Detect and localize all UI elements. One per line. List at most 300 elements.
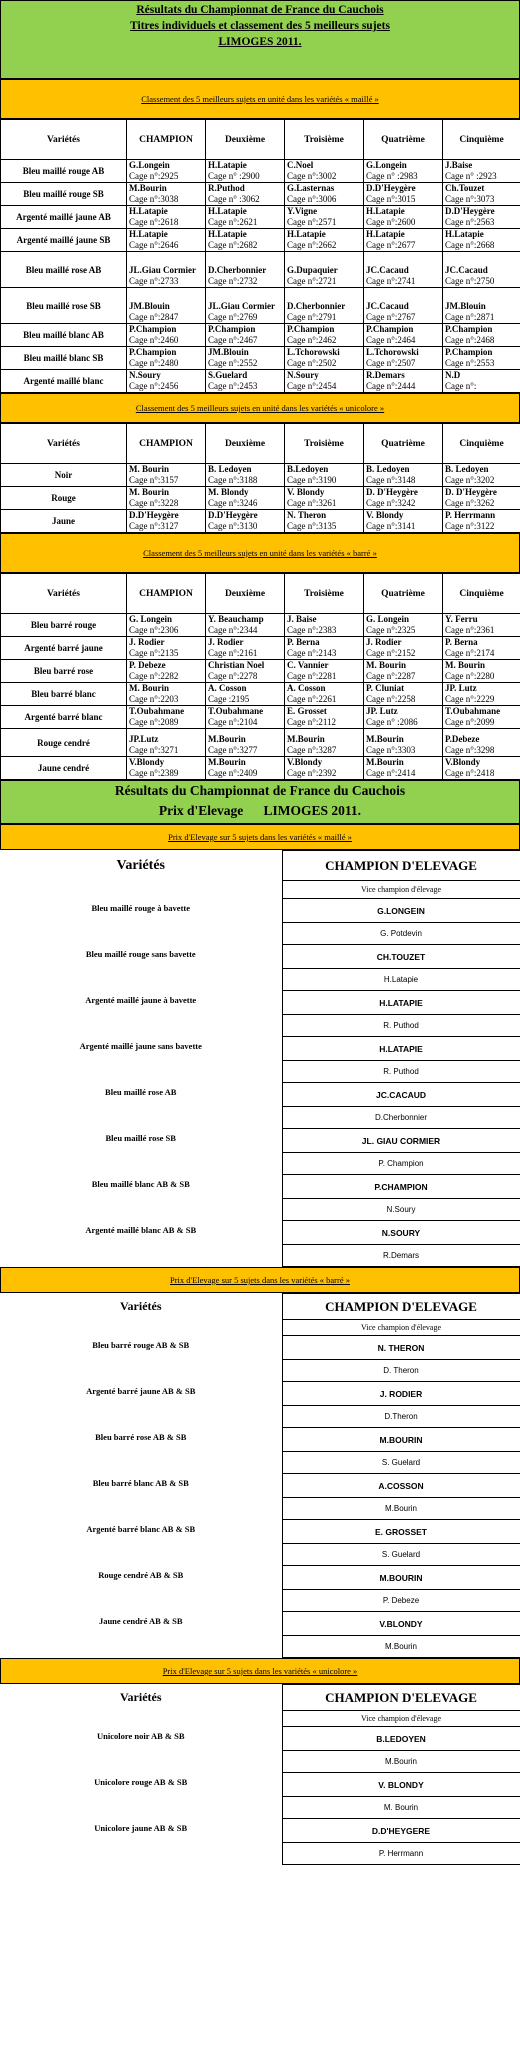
breeder-name: M.Bourin [366,734,404,744]
table-row [1,464,520,487]
variety-name: Bleu maillé rouge à bavette [0,899,282,945]
col-header-rank: Deuxième [206,574,285,614]
breeder-name: G. Longein [366,614,410,624]
breeder-name: B. Ledoyen [445,464,489,474]
variety-name: Jaune cendré AB & SB [0,1612,282,1658]
vice-champion-name: R.Demars [282,1245,520,1267]
result-cell [364,183,443,206]
breeder-name: P. Cluniat [366,683,405,693]
col-header-varietes: Variétés [1,574,127,614]
col-header-rank: Quatrième [364,424,443,464]
table-row [0,1773,520,1797]
variety-name: Bleu barré rouge [1,614,127,637]
result-cell [285,229,364,252]
breeder-name: A. Cosson [208,683,247,693]
cage-number: Cage n°:3127 [129,521,179,531]
variety-name: Argenté barré blanc [1,706,127,729]
variety-name: Bleu maillé rouge SB [1,183,127,206]
result-cell [364,637,443,660]
cage-number: Cage n°:3135 [287,521,337,531]
champion-name: H.LATAPIE [282,1037,520,1061]
result-cell [443,614,520,637]
result-cell [127,706,206,729]
col-header-vice: Vice champion d'élevage [282,1711,520,1727]
variety-name: Unicolore rouge AB & SB [0,1773,282,1819]
result-cell [443,660,520,683]
breeder-name: N.Soury [129,370,161,380]
table-row [1,729,520,757]
table-row [0,1520,520,1544]
col-header-rank: Cinquième [443,574,520,614]
cage-number: Cage n°:2135 [129,648,179,658]
cage-number: Cage n°:2278 [208,671,258,681]
result-cell [206,487,285,510]
breeder-name: JP. Lutz [445,683,477,693]
variety-name: Bleu maillé rose SB [1,288,127,324]
result-cell [206,757,285,780]
cage-number: Cage n°:2741 [366,276,416,286]
table-row [1,183,520,206]
variety-name: Bleu barré blanc [1,683,127,706]
cage-number: Cage n° :2086 [366,717,418,727]
variety-name: Argenté barré blanc AB & SB [0,1520,282,1566]
breeder-name: D.D'Heygère [366,183,416,193]
result-cell [206,160,285,183]
col-header-rank: Troisième [285,424,364,464]
champion-name: M.BOURIN [282,1428,520,1452]
breeder-name: M.Bourin [208,734,246,744]
result-cell [285,660,364,683]
result-cell [206,729,285,757]
breeder-name: L.Tchorowski [366,347,419,357]
breeder-name: Ch.Touzet [445,183,485,193]
cage-number: Cage n°:2280 [445,671,495,681]
breeder-name: Y. Ferru [445,614,478,624]
result-cell [127,683,206,706]
variety-name: Argenté maillé jaune sans bavette [0,1037,282,1083]
variety-name: Bleu barré rose AB & SB [0,1428,282,1474]
cage-number: Cage n°:2668 [445,240,495,250]
table-row [1,757,520,780]
result-cell [285,706,364,729]
vice-champion-name: H.Latapie [282,969,520,991]
result-cell [443,229,520,252]
result-cell [285,464,364,487]
result-cell [127,252,206,288]
vice-champion-name: R. Puthod [282,1061,520,1083]
col-header-rank: Cinquième [443,424,520,464]
breeder-name: JL.Giau Cormier [208,301,275,311]
table-row [0,1819,520,1843]
vice-champion-name: D.Theron [282,1406,520,1428]
result-cell [443,160,520,183]
cage-number: Cage n°:2282 [129,671,179,681]
cage-number: Cage n°:2361 [445,625,495,635]
cage-number: Cage n°:2418 [445,768,495,778]
breeder-name: B.Ledoyen [287,464,329,474]
breeder-name: J. Rodier [208,637,244,647]
breeder-name: R.Puthod [208,183,245,193]
result-cell [206,660,285,683]
result-cell [443,464,520,487]
breeder-name: D.D'Heygère [129,510,179,520]
breeder-name: R.Demars [366,370,405,380]
vice-champion-name: M.Bourin [282,1751,520,1773]
result-cell [127,757,206,780]
breeder-name: J. Baise [287,614,317,624]
result-cell [364,347,443,370]
result-cell [364,660,443,683]
breeder-name: P.Champion [445,324,493,334]
variety-name: Bleu barré rose [1,660,127,683]
cage-number: Cage n°:2682 [208,240,258,250]
table-row [1,706,520,729]
elevage-header-row [0,1685,520,1711]
variety-name: Bleu maillé blanc AB & SB [0,1175,282,1221]
variety-name: Noir [1,464,127,487]
breeder-name: A. Cosson [287,683,326,693]
cage-number: Cage n°:3130 [208,521,258,531]
cage-number: Cage n°:2721 [287,276,337,286]
table-row [0,1612,520,1636]
result-cell [127,660,206,683]
variety-name: Bleu maillé blanc AB [1,324,127,347]
col-header-varietes: Variétés [116,857,165,873]
breeder-name: N. Theron [287,510,327,520]
cage-number: Cage n°:2646 [129,240,179,250]
result-cell [364,510,443,533]
breeder-name: M. Blondy [208,487,249,497]
table-row [0,1382,520,1406]
breeder-name: D.Cherbonnier [287,301,346,311]
table-row [1,288,520,324]
vice-champion-name: P. Herrmann [282,1843,520,1865]
cage-number: Cage n°:2099 [445,717,495,727]
breeder-name: G.Longein [366,160,407,170]
result-cell [285,683,364,706]
breeder-name: P.Champion [366,324,414,334]
cage-number: Cage n°:3038 [129,194,179,204]
cage-number: Cage n°:3122 [445,521,495,531]
result-cell [364,206,443,229]
vice-champion-name: M.Bourin [282,1498,520,1520]
result-cell [206,288,285,324]
result-cell [285,183,364,206]
breeder-name: H.Latapie [208,229,247,239]
breeder-name: JC.Cacaud [366,301,409,311]
champion-name: N.SOURY [282,1221,520,1245]
result-cell [127,183,206,206]
champion-name: D.D'HEYGERE [282,1819,520,1843]
variety-name: Jaune [1,510,127,533]
variety-name: Argenté maillé jaune AB [1,206,127,229]
result-cell [443,510,520,533]
breeder-name: D.Cherbonnier [208,265,267,275]
elevage-subheader-row [0,881,520,899]
table-row [1,637,520,660]
variety-name: Argenté maillé blanc AB & SB [0,1221,282,1267]
cage-number: Cage n°:2261 [287,694,337,704]
col-header-rank: CHAMPION [127,574,206,614]
blank-cell [0,1320,282,1336]
result-cell [443,347,520,370]
breeder-name: B. Ledoyen [366,464,410,474]
result-cell [206,252,285,288]
breeder-name: H.Latapie [129,229,168,239]
cage-number: Cage n°:2454 [287,381,337,391]
breeder-name: JC.Cacaud [366,265,409,275]
breeder-name: P.Champion [287,324,335,334]
cage-number: Cage n°:3202 [445,475,495,485]
cage-number: Cage n° :2983 [366,171,418,181]
breeder-name: D. D'Heygère [445,487,497,497]
cage-number: Cage n°:2462 [287,335,337,345]
cage-number: Cage n°:2618 [129,217,179,227]
result-cell [364,487,443,510]
breeder-name: B. Ledoyen [208,464,252,474]
variety-name: Rouge cendré [1,729,127,757]
result-cell [285,487,364,510]
cage-number: Cage n°:2389 [129,768,179,778]
variety-name: Argenté maillé jaune SB [1,229,127,252]
result-cell [364,706,443,729]
breeder-name: D. D'Heygère [366,487,418,497]
table-elevage-unicolore [0,1684,520,1865]
cage-number: Cage n°:2468 [445,335,495,345]
cage-number: Cage n°:2502 [287,358,337,368]
col-header-rank: Cinquième [443,120,520,160]
cage-number: Cage n°:2732 [208,276,258,286]
result-cell [206,206,285,229]
table-row [0,1566,520,1590]
result-cell [285,206,364,229]
champion-name: N. THERON [282,1336,520,1360]
breeder-name: M. Bourin [129,464,170,474]
result-cell [364,614,443,637]
table-row [0,1727,520,1751]
table-row [1,324,520,347]
breeder-name: JP. Lutz [366,706,398,716]
breeder-name: H.Latapie [129,206,168,216]
result-cell [127,464,206,487]
result-cell [206,637,285,660]
result-cell [285,288,364,324]
result-cell [127,288,206,324]
cage-number: Cage n°:2409 [208,768,258,778]
table-row [1,487,520,510]
cage-number: Cage n°:3242 [366,498,416,508]
col-header-vice: Vice champion d'élevage [282,1320,520,1336]
table-row [0,1083,520,1107]
results-header [0,0,520,79]
table-row [0,1175,520,1199]
cage-number: Cage n°:2456 [129,381,179,391]
elevage-subheader-row [0,1711,520,1727]
col-header-vice: Vice champion d'élevage [282,881,520,899]
variety-name: Argenté maillé jaune à bavette [0,991,282,1037]
breeder-name: JL.Giau Cormier [129,265,196,275]
breeder-name: H.Latapie [366,206,405,216]
table-row [0,1428,520,1452]
cage-number: Cage n°:2392 [287,768,337,778]
table-row [1,510,520,533]
result-cell [127,160,206,183]
cage-number: Cage n°:2677 [366,240,416,250]
champion-name: E. GROSSET [282,1520,520,1544]
table-row [0,945,520,969]
cage-number: Cage n°:3073 [445,194,495,204]
table-row [1,683,520,706]
table-row [1,160,520,183]
breeder-name: H.Latapie [366,229,405,239]
cage-number: Cage n°:2174 [445,648,495,658]
variety-name: Bleu maillé rose AB [0,1083,282,1129]
cage-number: Cage n°:2460 [129,335,179,345]
vice-champion-name: M.Bourin [282,1636,520,1658]
header-subtitle: Titres individuels et classement des 5 meilleurs sujets [130,20,390,32]
result-cell [285,637,364,660]
cage-number: Cage n°:2281 [287,671,337,681]
cage-number: Cage n°:2161 [208,648,258,658]
breeder-name: J. Rodier [129,637,165,647]
vice-champion-name: P. Champion [282,1153,520,1175]
cage-number: Cage :2195 [208,694,250,704]
result-cell [364,729,443,757]
cage-number: Cage n°:2089 [129,717,179,727]
result-cell [206,510,285,533]
result-cell [206,324,285,347]
breeder-name: P.Champion [129,347,177,357]
breeder-name: Y. Beauchamp [208,614,264,624]
breeder-name: G.Dupaquier [287,265,338,275]
col-header-rank: Quatrième [364,574,443,614]
cage-number: Cage n°:2767 [366,312,416,322]
table-row [1,614,520,637]
result-cell [443,288,520,324]
cage-number: Cage n°:2600 [366,217,416,227]
col-header-varietes: Variétés [1,120,127,160]
table-row [1,347,520,370]
breeder-name: M. Bourin [445,660,486,670]
header-row [1,424,520,464]
col-header-rank: CHAMPION [127,120,206,160]
table-row [1,229,520,252]
champion-name: V.BLONDY [282,1612,520,1636]
cage-number: Cage n°:3188 [208,475,258,485]
cage-number: Cage n°:2344 [208,625,258,635]
cage-number: Cage n°:3190 [287,475,337,485]
result-cell [206,183,285,206]
elevage-header-row [0,1294,520,1320]
cage-number: Cage n°:2791 [287,312,337,322]
band-unicolore: Classement des 5 meilleurs sujets en unité dans les variétés « unicolore » [0,393,520,423]
breeder-name: P.Champion [129,324,177,334]
table-barre [0,573,520,780]
table-row [1,660,520,683]
cage-number: Cage n°:3157 [129,475,179,485]
cage-number: Cage n°:3002 [287,171,337,181]
breeder-name: H.Latapie [208,160,247,170]
breeder-name: H.Latapie [208,206,247,216]
cage-number: Cage n°:2203 [129,694,179,704]
breeder-name: G. Longein [129,614,173,624]
col-header-rank: Quatrième [364,120,443,160]
cage-number: Cage n°:2925 [129,171,179,181]
col-header-champion: CHAMPION D'ELEVAGE [282,1685,520,1711]
cage-number: Cage n°:2143 [287,648,337,658]
variety-name: Unicolore noir AB & SB [0,1727,282,1773]
breeder-name: V.Blondy [287,757,323,767]
champion-name: M.BOURIN [282,1566,520,1590]
table-row [1,370,520,393]
cage-number: Cage n°:3148 [366,475,416,485]
band-elevage-unicolore: Prix d'Elevage sur 5 sujets dans les variétés « unicolore » [0,1658,520,1684]
champion-name: CH.TOUZET [282,945,520,969]
vice-champion-name: S. Guelard [282,1452,520,1474]
cage-number: Cage n°:3303 [366,745,416,755]
result-cell [127,370,206,393]
table-row [0,1037,520,1061]
cage-number: Cage n°:2769 [208,312,258,322]
col-header-champion: CHAMPION D'ELEVAGE [282,1294,520,1320]
cage-number: Cage n°:2553 [445,358,495,368]
vice-champion-name: D. Theron [282,1360,520,1382]
result-cell [285,510,364,533]
col-header-varietes: Variétés [119,1690,162,1704]
cage-number: Cage n°:2871 [445,312,495,322]
cage-number: Cage n°:2453 [208,381,258,391]
vice-champion-name: S. Guelard [282,1544,520,1566]
table-unicolore [0,423,520,533]
result-cell [364,252,443,288]
result-cell [127,729,206,757]
cage-number: Cage n° :2900 [208,171,260,181]
breeder-name: M.Bourin [287,734,325,744]
variety-name: Bleu maillé rouge AB [1,160,127,183]
breeder-name: JM.Blouin [129,301,170,311]
variety-name: Argenté maillé blanc [1,370,127,393]
cage-number: Cage n°:3298 [445,745,495,755]
breeder-name: Y.Vigne [287,206,318,216]
result-cell [285,370,364,393]
result-cell [127,347,206,370]
elevage-subheader-row [0,1320,520,1336]
variety-name: Rouge cendré AB & SB [0,1566,282,1612]
elevage-header [0,780,520,824]
cage-number: Cage n°:2733 [129,276,179,286]
result-cell [285,252,364,288]
breeder-name: J.Baise [445,160,473,170]
cage-number: Cage n°:3262 [445,498,495,508]
breeder-name: V.Blondy [445,757,481,767]
cage-number: Cage n°:2552 [208,358,258,368]
breeder-name: H.Latapie [445,229,484,239]
result-cell [443,370,520,393]
result-cell [364,683,443,706]
result-cell [127,510,206,533]
vice-champion-name: G. Potdevin [282,923,520,945]
band-barre: Classement des 5 meilleurs sujets en unité dans les variétés « barré » [0,533,520,573]
breeder-name: M. Bourin [129,487,170,497]
cage-number: Cage n°:2467 [208,335,258,345]
breeder-name: M.Bourin [129,183,167,193]
champion-name: H.LATAPIE [282,991,520,1015]
vice-champion-name: P. Debeze [282,1590,520,1612]
breeder-name: C.Noel [287,160,314,170]
champion-name: A.COSSON [282,1474,520,1498]
result-cell [127,487,206,510]
col-header-rank: Deuxième [206,424,285,464]
